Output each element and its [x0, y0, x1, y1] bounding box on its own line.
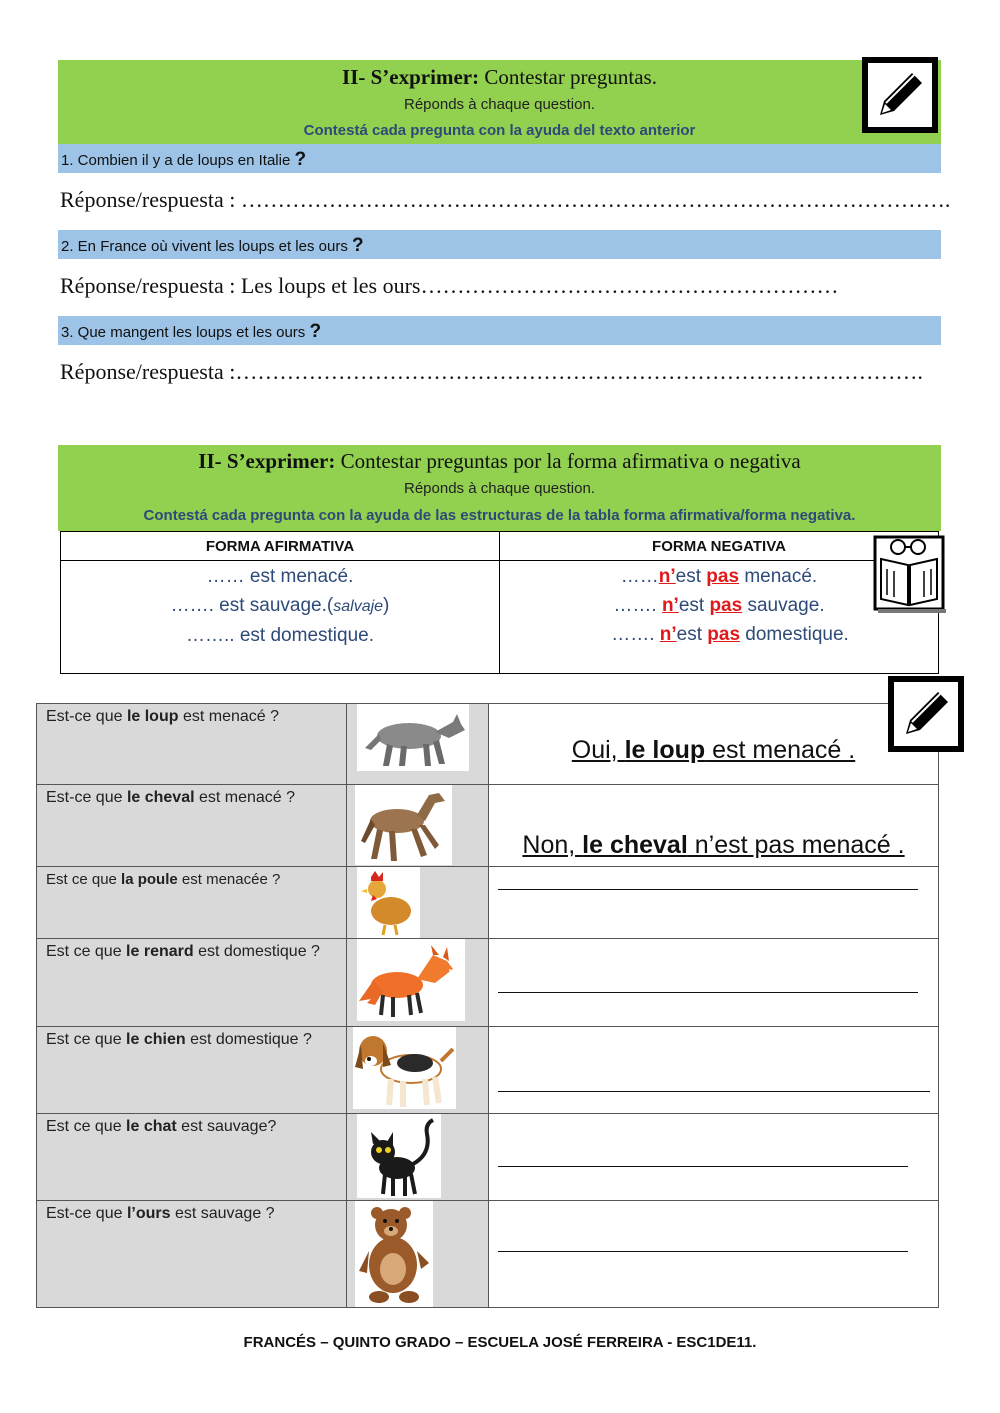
q-subject: le loup	[126, 708, 179, 725]
neg-est: est	[678, 595, 710, 616]
answer-line[interactable]	[498, 992, 918, 993]
section1-title	[58, 62, 941, 92]
section1-title-bold: II- S’exprimer:	[342, 65, 480, 89]
pencil-icon	[862, 57, 938, 133]
section1-header	[58, 60, 941, 144]
aff-line-2-note: salvaje	[333, 598, 384, 615]
structure-table	[60, 531, 939, 674]
neg-pas: pas	[706, 566, 740, 587]
question-1	[58, 144, 941, 173]
q-subject: le renard	[126, 943, 194, 960]
answer-cell[interactable]	[489, 939, 939, 1027]
section1-subtitle-fr: Réponds à chaque question.	[404, 96, 595, 113]
image-cell	[347, 1114, 489, 1201]
q-post: est domestique ?	[193, 943, 320, 960]
section2-title-rest: Contestar preguntas por la forma afirmativa o negativa	[335, 449, 801, 473]
section2-title-bold: II- S’exprimer:	[198, 449, 336, 473]
section2-title	[58, 447, 941, 475]
neg-dots: …….	[611, 624, 660, 645]
section1-title-rest: Contestar preguntas.	[479, 65, 657, 89]
image-cell	[347, 1201, 489, 1308]
answer-cell[interactable]	[489, 704, 939, 785]
table-row	[37, 1201, 939, 1308]
q-subject: le cheval	[126, 789, 195, 806]
aff-line-2-text: ……. est sauvage.(	[170, 595, 334, 616]
neg-est: est	[676, 624, 708, 645]
neg-n: n’	[661, 595, 679, 616]
q-post: est menacée ?	[177, 871, 281, 888]
neg-dots: …….	[613, 595, 662, 616]
answer-cell[interactable]	[489, 1201, 939, 1308]
answer-loup[interactable]	[489, 736, 938, 765]
neg-end: domestique.	[740, 624, 849, 645]
neg-n: n’	[659, 624, 677, 645]
q-subject: la poule	[121, 871, 178, 888]
image-cell	[347, 1027, 489, 1114]
question-2-mark: ?	[351, 235, 364, 256]
neg-end: sauvage.	[742, 595, 825, 616]
wolf-image	[357, 704, 469, 771]
answer-cheval[interactable]	[489, 831, 938, 860]
question-1-mark: ?	[294, 149, 307, 170]
q-pre: Est ce que	[46, 1118, 127, 1135]
q-pre: Est ce que	[46, 871, 122, 888]
image-cell	[347, 867, 489, 939]
q-pre: Est-ce que	[46, 1205, 127, 1222]
answer-cell[interactable]	[489, 867, 939, 939]
neg-pas: pas	[709, 595, 743, 616]
q-pre: Est-ce que	[46, 789, 127, 806]
answer-3[interactable]: Réponse/respuesta :………………………………………………………………………………….	[60, 359, 923, 384]
answer-cell[interactable]	[489, 1027, 939, 1114]
hen-image	[357, 867, 420, 938]
q-subject: le chien	[126, 1031, 186, 1048]
neg-n: n’	[658, 566, 676, 587]
question-1-text: 1. Combien il y a de loups en Italie	[61, 152, 295, 169]
cat-image	[357, 1114, 441, 1198]
answer-line[interactable]	[498, 1091, 930, 1092]
ans-pre: Oui,	[571, 736, 625, 764]
row-question	[37, 1114, 347, 1201]
table-row	[37, 939, 939, 1027]
row-question	[37, 1027, 347, 1114]
row-question	[37, 867, 347, 939]
image-cell	[347, 704, 489, 785]
dog-image	[353, 1027, 456, 1109]
q-subject: le chat	[126, 1118, 177, 1135]
q-post: est menacé ?	[194, 789, 296, 806]
image-cell	[347, 939, 489, 1027]
ans-post: n’est pas menacé .	[687, 831, 905, 859]
aff-line-1: …… est menacé.	[206, 566, 354, 587]
image-cell	[347, 785, 489, 867]
aff-line-3: …….. est domestique.	[186, 625, 374, 646]
q-subject: l’ours	[126, 1205, 171, 1222]
question-2	[58, 230, 941, 259]
table-row	[37, 867, 939, 939]
ans-pre: Non,	[522, 831, 583, 859]
q-post: est sauvage ?	[170, 1205, 275, 1222]
question-3	[58, 316, 941, 345]
row-question	[37, 704, 347, 785]
footer: FRANCÉS – QUINTO GRADO – ESCUELA JOSÉ FERREIRA - ESC1DE11.	[243, 1334, 757, 1351]
table-row	[37, 785, 939, 867]
section1-subtitle-es: Contestá cada pregunta con la ayuda del texto anterior	[303, 122, 696, 139]
answer-cell[interactable]	[489, 785, 939, 867]
horse-image	[355, 785, 452, 865]
reading-book-icon	[871, 533, 947, 613]
q-pre: Est-ce que	[46, 708, 127, 725]
section2-header	[58, 445, 941, 531]
table-row	[37, 704, 939, 785]
ans-subject: le loup	[624, 736, 706, 764]
section2-subtitle-fr: Réponds à chaque question.	[404, 480, 595, 497]
answer-1[interactable]: Réponse/respuesta : …………………………………………………………………………………….	[60, 187, 951, 212]
neg-est: est	[675, 566, 707, 587]
pencil-icon	[888, 676, 964, 752]
table-row	[37, 1027, 939, 1114]
neg-dots: ……	[620, 566, 659, 587]
answer-2[interactable]: Réponse/respuesta : Les loups et les ours…………………………………………………	[60, 273, 839, 298]
neg-end: menacé.	[739, 566, 818, 587]
fox-image	[357, 939, 465, 1021]
section2-subtitle-es: Contestá cada pregunta con la ayuda de las estructuras de la tabla forma afirmativa/forma negativa.	[143, 507, 856, 524]
answer-line[interactable]	[498, 1166, 908, 1167]
answer-line[interactable]	[498, 1251, 908, 1252]
q-pre: Est ce que	[46, 943, 127, 960]
answer-cell[interactable]	[489, 1114, 939, 1201]
question-3-text: 3. Que mangent les loups et les ours	[61, 324, 310, 341]
affirmative-cell	[61, 561, 500, 674]
neg-line-3	[500, 620, 938, 649]
question-3-mark: ?	[309, 321, 322, 342]
question-2-text: 2. En France où vivent les loups et les ours	[61, 238, 352, 255]
bear-image	[355, 1201, 433, 1307]
row-question	[37, 1201, 347, 1308]
ans-subject: le cheval	[582, 831, 688, 859]
header-affirmative: FORMA AFIRMATIVA	[61, 532, 500, 561]
table-row	[37, 1114, 939, 1201]
neg-pas: pas	[707, 624, 741, 645]
animal-question-table	[36, 703, 939, 1308]
q-pre: Est ce que	[46, 1031, 127, 1048]
aff-line-2	[61, 591, 499, 621]
q-post: est menacé ?	[178, 708, 279, 725]
answer-line[interactable]	[498, 889, 918, 890]
row-question	[37, 785, 347, 867]
ans-post: est menacé .	[705, 736, 856, 764]
q-post: est sauvage?	[176, 1118, 277, 1135]
header-negative: FORMA NEGATIVA	[500, 532, 939, 561]
aff-line-2-close: )	[383, 595, 390, 616]
row-question	[37, 939, 347, 1027]
q-post: est domestique ?	[185, 1031, 312, 1048]
